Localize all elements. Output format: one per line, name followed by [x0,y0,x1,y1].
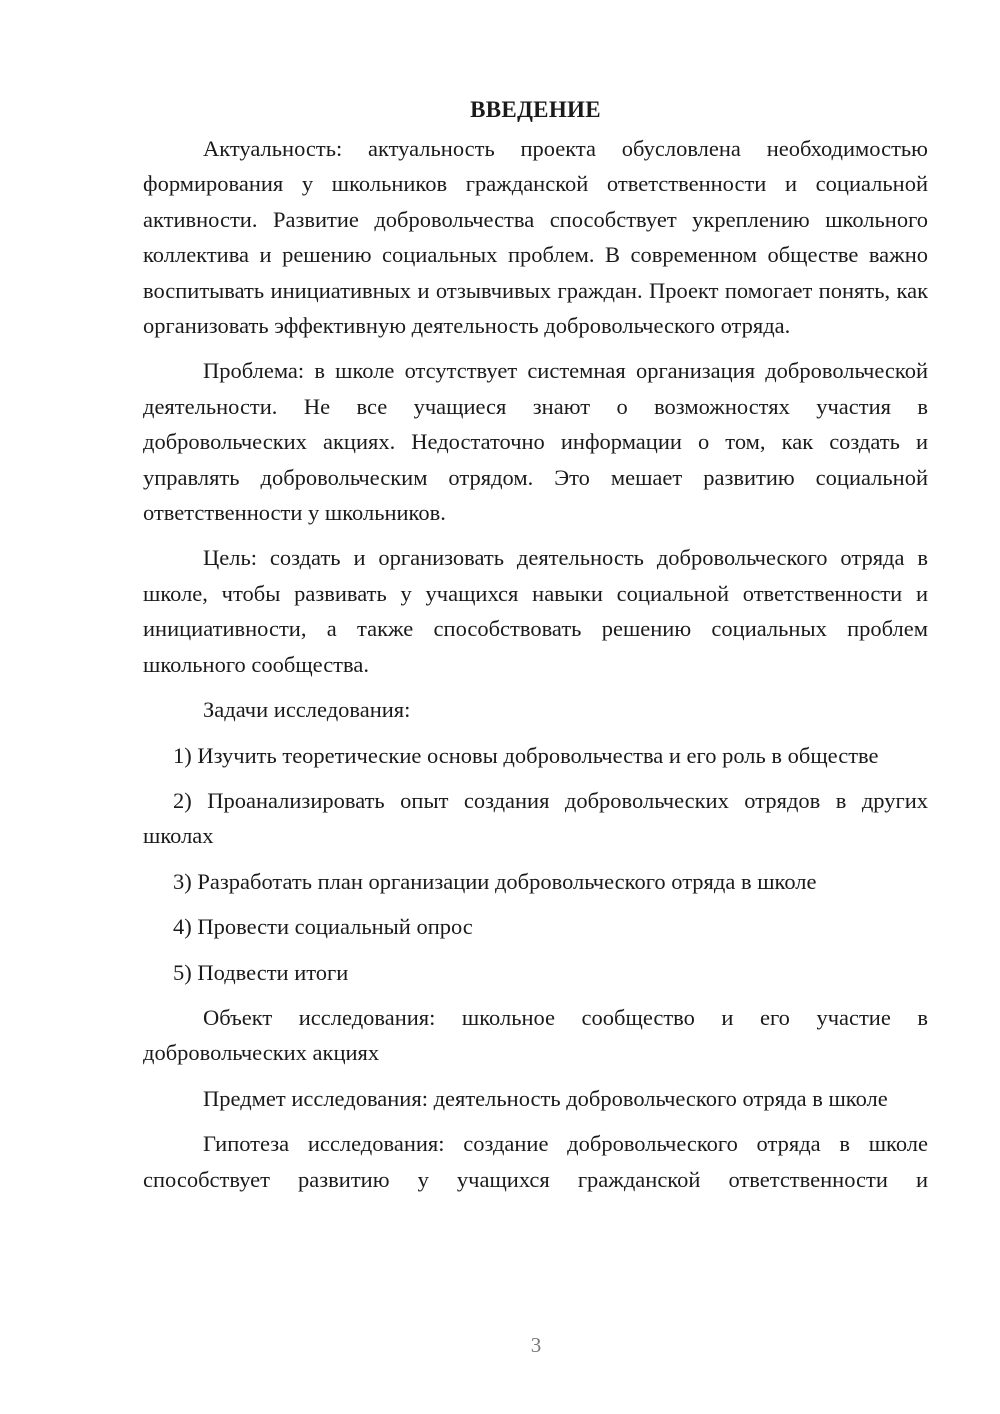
document-page [143,92,928,1207]
page-number: 3 [530,1333,542,1357]
paragraph-goal: Цель: создать и организовать деятельность добровольческого отряда в школе, чтобы развивать у учащихся навыки социальной ответственности и инициативности, а также способствовать решению социальных проблем школьного сообщества. [143,545,928,677]
task-item: 2) Проанализировать опыт создания добровольческих отрядов в других школах [143,787,928,849]
paragraph-subject: Предмет исследования: деятельность добровольческого отряда в школе [203,1085,888,1111]
task-item: 1) Изучить теоретические основы добровольчества и его роль в обществе [173,742,879,768]
tasks-heading: Задачи исследования: [203,697,411,723]
paragraph-relevance: Актуальность: актуальность проекта обусловлена необходимостью формирования у школьников гражданской ответственности и социальной активности. Развитие добровольчества способствует укреплению школьного коллектива и решению социальных проблем. В современном обществе важно воспитывать инициативных и отзывчивых граждан. Проект помогает понять, как организовать эффективную деятельность добровольческого отряда. [143,136,928,339]
paragraph-object: Объект исследования: школьное сообщество и его участие в добровольческих акциях [143,1004,928,1066]
paragraph-problem: Проблема: в школе отсутствует системная организация добровольческой деятельности. Не все учащиеся знают о возможностях участия в добровольческих акциях. Недостаточно информации о том, как создать и управлять добровольческим отрядом. Это мешает развитию социальной ответственности у школьников. [143,358,928,526]
task-item: 5) Подвести итоги [173,959,349,985]
task-item: 4) Провести социальный опрос [173,914,473,940]
section-title: ВВЕДЕНИЕ [470,97,601,122]
task-item: 3) Разработать план организации добровольческого отряда в школе [173,868,817,894]
paragraph-hypothesis: Гипотеза исследования: создание добровольческого отряда в школе способствует развитию у учащихся гражданской ответственности и [143,1131,928,1192]
